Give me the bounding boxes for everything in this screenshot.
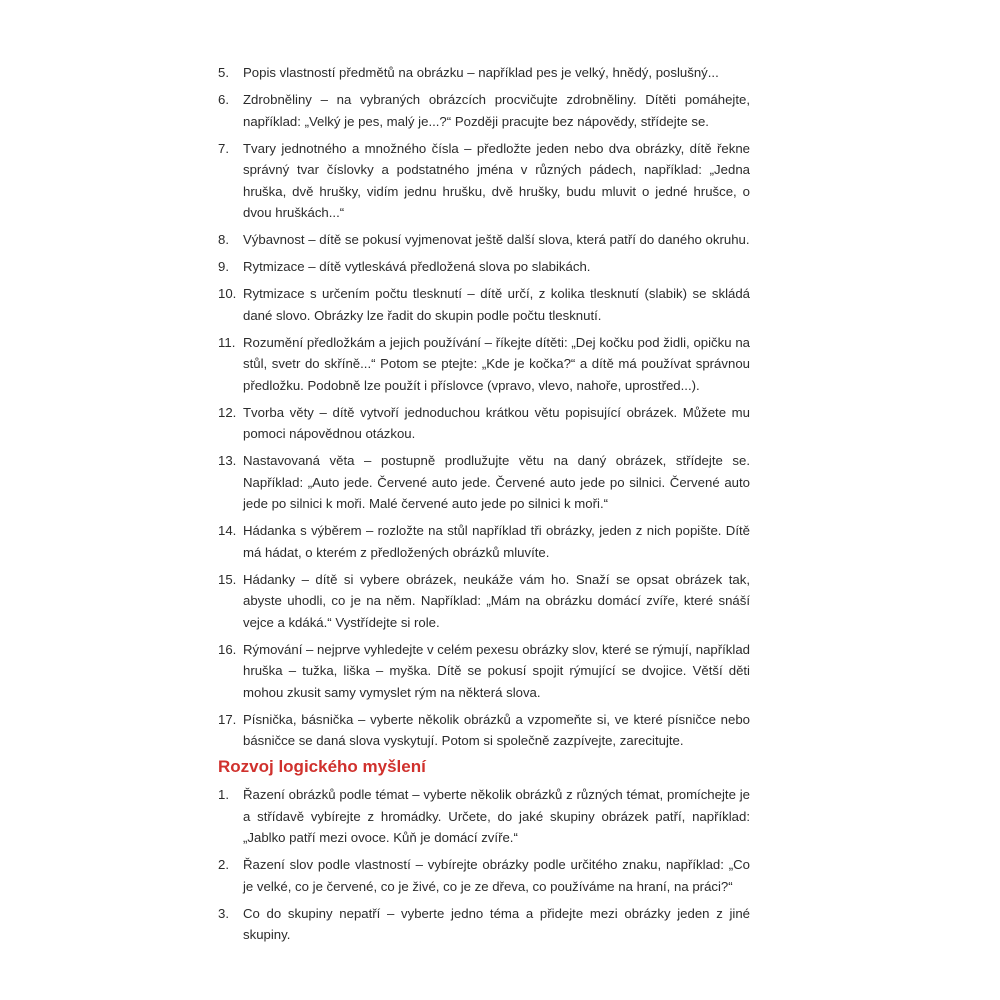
item-number: 9.: [218, 259, 229, 274]
item-number: 17.: [218, 711, 237, 727]
item-number: 6.: [218, 92, 229, 107]
logic-activity-list: [218, 784, 750, 951]
item-text: Písnička, básnička – vyberte několik obrázků a vzpomeňte si, ve které písničce nebo básničce se daná slova vyskytují. Potom si společně zazpívejte, zarecitujte.: [243, 711, 750, 748]
list-item: [218, 903, 750, 946]
list-item: [218, 229, 750, 251]
item-text: Výbavnost – dítě se pokusí vyjmenovat ještě další slova, která patří do daného okruhu.: [243, 232, 750, 247]
item-number: 15.: [218, 571, 237, 587]
item-number: 14.: [218, 523, 237, 538]
list-item: [218, 450, 750, 515]
item-text: Hádanka s výběrem – rozložte na stůl například tři obrázky, jeden z nich popište. Dítě má hádat, o kterém z předložených obrázků mluvíte.: [243, 523, 750, 560]
item-number: 1.: [218, 787, 229, 802]
list-item: [218, 256, 750, 278]
item-text: Rozumění předložkám a jejich používání – říkejte dítěti: „Dej kočku pod židli, opičku na stůl, svetr do skříně...“ Potom se ptejte: „Kde je kočka?“ a dítě má používat správnou předložku. Podobně lze použít i příslovce (vpravo, vlevo, nahoře, uprostřed...).: [243, 334, 750, 393]
item-number: 3.: [218, 905, 229, 921]
activity-list: [218, 62, 750, 757]
list-item: [218, 569, 750, 634]
item-number: 2.: [218, 857, 229, 872]
list-item: [218, 709, 750, 752]
item-number: 8.: [218, 232, 229, 247]
item-text: Tvary jednotného a množného čísla – předložte jeden nebo dva obrázky, dítě řekne správný tvar číslovky a podstatného jména v různých pádech, například: „Jedna hruška, dvě hrušky, vidím jednu hrušku, dvě hrušky, budu mluvit o jedné hrušce, o dvou hruškách...“: [243, 140, 750, 220]
item-text: Zdrobněliny – na vybraných obrázcích procvičujte zdrobněliny. Dítěti pomáhejte, například: „Velký je pes, malý je...?“ Později pracujte bez nápovědy, střídejte se.: [243, 92, 750, 129]
list-item: [218, 784, 750, 849]
item-number: 12.: [218, 404, 237, 420]
item-text: Nastavovaná věta – postupně prodlužujte větu na daný obrázek, střídejte se. Například: „Auto jede. Červené auto jede. Červené auto jede po silnici. Červené auto jede po silnici k moři. Malé červené auto jede po silnici k moři.“: [243, 453, 750, 511]
item-text: Co do skupiny nepatří – vyberte jedno téma a přidejte mezi obrázky jeden z jiné skupiny.: [243, 905, 750, 942]
list-item: [218, 283, 750, 326]
item-number: 16.: [218, 641, 237, 657]
list-item: [218, 62, 750, 84]
list-item: [218, 138, 750, 224]
item-number: 13.: [218, 453, 237, 468]
item-text: Řazení slov podle vlastností – vybírejte obrázky podle určitého znaku, například: „Co je velké, co je červené, co je živé, co je ze dřeva, co používáme na hraní, na práci?“: [243, 857, 750, 894]
list-item: [218, 402, 750, 445]
item-number: 10.: [218, 286, 237, 301]
list-item: [218, 520, 750, 563]
item-number: 7.: [218, 140, 229, 156]
list-item: [218, 332, 750, 397]
item-text: Rytmizace – dítě vytleskává předložená slova po slabikách.: [243, 259, 591, 274]
item-text: Rytmizace s určením počtu tlesknutí – dítě určí, z kolika tlesknutí (slabik) se skládá dané slovo. Obrázky lze řadit do skupin podle počtu tlesknutí.: [243, 286, 750, 323]
list-item: [218, 639, 750, 704]
item-number: 11.: [218, 334, 236, 350]
item-text: Hádanky – dítě si vybere obrázek, neukáže vám ho. Snaží se opsat obrázek tak, abyste uhodli, co je na něm. Například: „Mám na obrázku domácí zvíře, které snáší vejce a kdáká.“ Vystřídejte si role.: [243, 571, 750, 630]
item-text: Tvorba věty – dítě vytvoří jednoduchou krátkou větu popisující obrázek. Můžete mu pomoci nápovědnou otázkou.: [243, 404, 750, 441]
item-number: 5.: [218, 65, 229, 80]
item-text: Popis vlastností předmětů na obrázku – například pes je velký, hnědý, poslušný...: [243, 65, 719, 80]
list-item: [218, 89, 750, 132]
list-item: [218, 854, 750, 897]
item-text: Rýmování – nejprve vyhledejte v celém pexesu obrázky slov, které se rýmují, například hruška – tužka, liška – myška. Dítě se pokusí spojit rýmující se dvojice. Větší děti mohou zkusit samy vymyslet rým na některá slova.: [243, 641, 750, 700]
section-heading: Rozvoj logického myšlení: [218, 757, 426, 776]
item-text: Řazení obrázků podle témat – vyberte několik obrázků z různých témat, promíchejte je a střídavě vybírejte z hromádky. Určete, do jaké skupiny obrázek patří, například: „Jablko patří mezi ovoce. Kůň je domácí zvíře.“: [243, 787, 750, 845]
